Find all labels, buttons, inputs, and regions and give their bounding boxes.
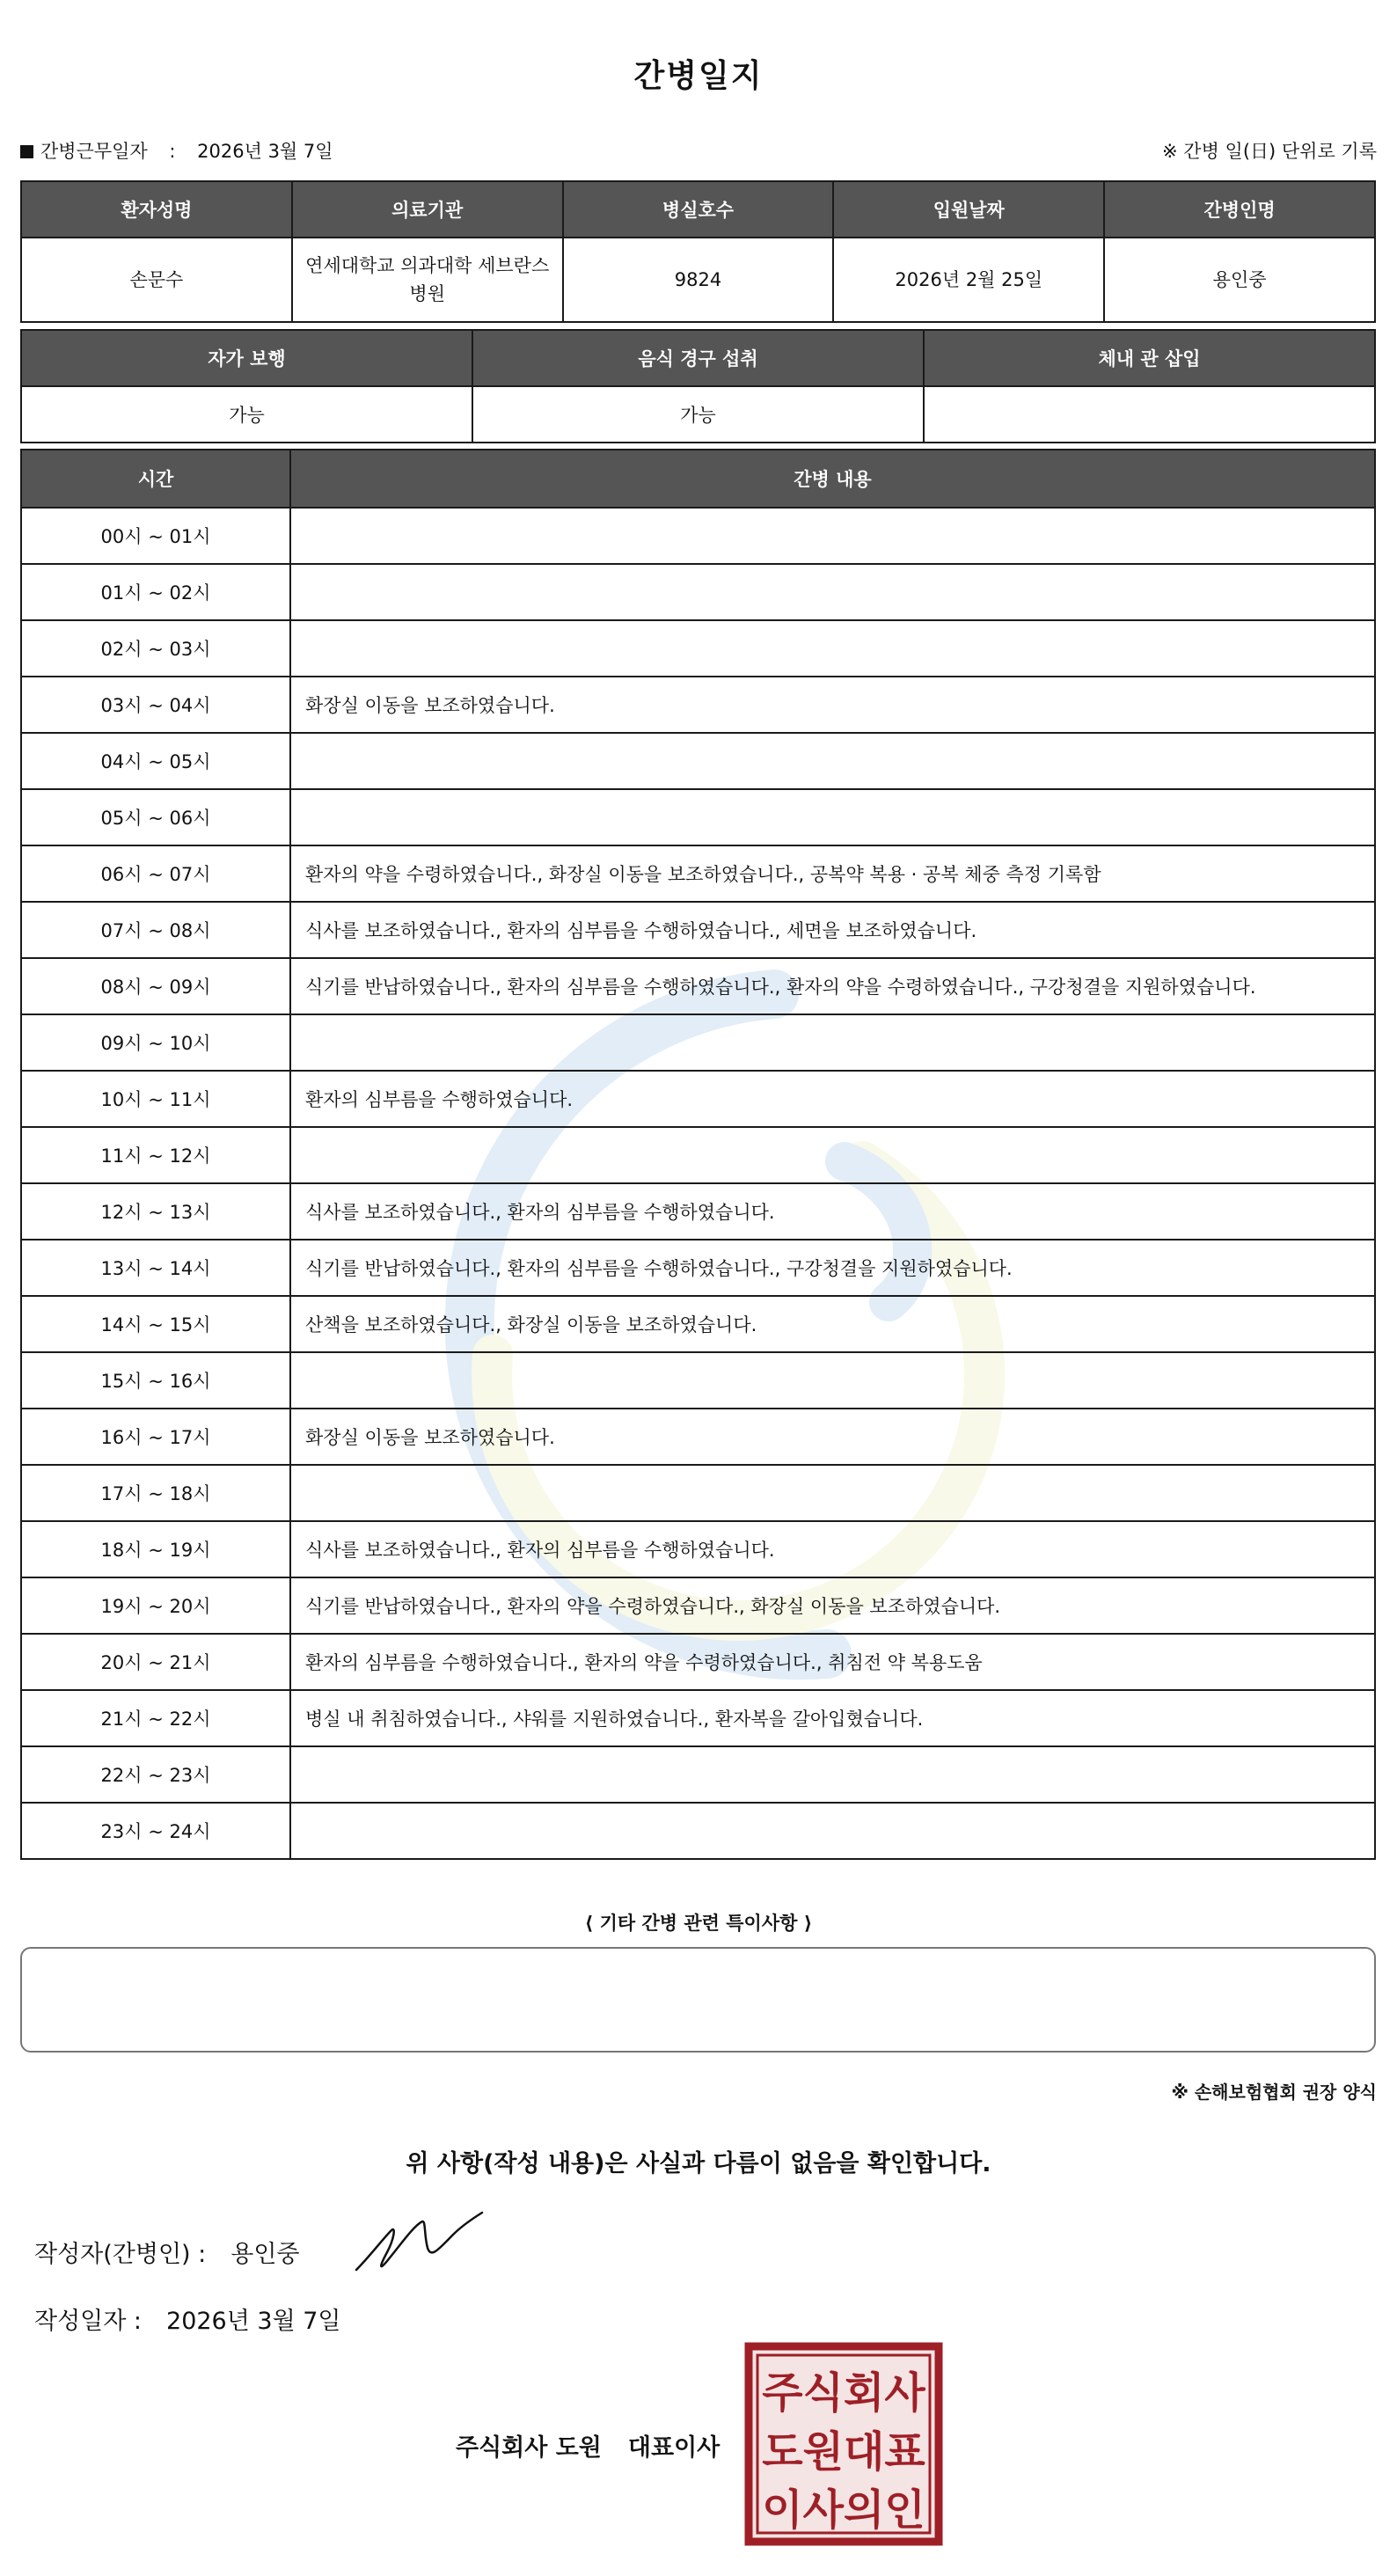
- header-time: 시간: [21, 450, 290, 508]
- log-row: [21, 564, 1375, 620]
- log-time: 18시 ~ 19시: [21, 1521, 290, 1577]
- header-room: 병실호수: [563, 181, 834, 238]
- recommended-form-note: ※ 손해보험협회 권장 양식: [1171, 2082, 1377, 2103]
- caregiver-name: 용인중: [1104, 238, 1375, 322]
- tube-status: [924, 386, 1375, 443]
- log-content: [290, 564, 1375, 620]
- log-row: [21, 1521, 1375, 1577]
- writer-line: [34, 2235, 300, 2269]
- header-tube: 체내 관 삽입: [924, 330, 1375, 386]
- log-time: 03시 ~ 04시: [21, 677, 290, 733]
- log-content: [290, 1803, 1375, 1859]
- log-content: 환자의 약을 수령하였습니다., 화장실 이동을 보조하였습니다., 공복약 복용 · 공복 체중 측정 기록함: [290, 845, 1375, 902]
- work-date-label: 간병근무일자: [40, 141, 148, 162]
- work-date-separator: :: [169, 141, 176, 162]
- header-admission-date: 입원날짜: [833, 181, 1104, 238]
- log-time: 17시 ~ 18시: [21, 1465, 290, 1521]
- work-date-value: 2026년 3월 7일: [197, 141, 333, 162]
- log-time: 10시 ~ 11시: [21, 1071, 290, 1127]
- log-content: 환자의 심부름을 수행하였습니다., 환자의 약을 수령하였습니다., 취침전 약 복용도움: [290, 1634, 1375, 1690]
- header-care-content: 간병 내용: [290, 450, 1375, 508]
- log-row: [21, 1690, 1375, 1746]
- log-row: [21, 902, 1375, 958]
- signature: [352, 2208, 484, 2279]
- log-row: [21, 1240, 1375, 1296]
- log-content: [290, 1014, 1375, 1071]
- header-walking: 자가 보행: [21, 330, 472, 386]
- log-row: [21, 508, 1375, 564]
- log-content: [290, 1465, 1375, 1521]
- header-patient-name: 환자성명: [21, 181, 292, 238]
- log-time: 00시 ~ 01시: [21, 508, 290, 564]
- walking-status: 가능: [21, 386, 472, 443]
- log-row: [21, 1634, 1375, 1690]
- log-time: 12시 ~ 13시: [21, 1183, 290, 1240]
- log-content: [290, 508, 1375, 564]
- log-row: [21, 1577, 1375, 1634]
- log-row: [21, 789, 1375, 845]
- write-date-value: 2026년 3월 7일: [166, 2308, 341, 2335]
- seal-line-2: 도원대표: [762, 2427, 925, 2477]
- log-time: 08시 ~ 09시: [21, 958, 290, 1014]
- log-row: [21, 958, 1375, 1014]
- log-time: 20시 ~ 21시: [21, 1634, 290, 1690]
- writer-name: 용인중: [230, 2241, 300, 2268]
- log-content: 식사를 보조하였습니다., 환자의 심부름을 수행하였습니다.: [290, 1183, 1375, 1240]
- log-row: [21, 1465, 1375, 1521]
- company-line: [456, 2428, 720, 2463]
- log-row: [21, 1127, 1375, 1183]
- company-seal-stamp: [744, 2342, 943, 2546]
- log-content: 산책을 보조하였습니다., 화장실 이동을 보조하였습니다.: [290, 1296, 1375, 1352]
- notes-box: [20, 1947, 1376, 2053]
- care-log-table: [20, 449, 1376, 1860]
- log-time: 09시 ~ 10시: [21, 1014, 290, 1071]
- log-time: 14시 ~ 15시: [21, 1296, 290, 1352]
- document-title: 간병일지: [633, 58, 764, 94]
- confirmation-statement: 위 사항(작성 내용)은 사실과 다름이 없음을 확인합니다.: [406, 2150, 991, 2177]
- log-time: 13시 ~ 14시: [21, 1240, 290, 1296]
- record-unit-note: ※ 간병 일(日) 단위로 기록: [1162, 141, 1377, 162]
- hospital-name: 연세대학교 의과대학 세브란스병원: [292, 238, 563, 322]
- log-content: 환자의 심부름을 수행하였습니다.: [290, 1071, 1375, 1127]
- log-content: [290, 1352, 1375, 1409]
- room-number: 9824: [563, 238, 834, 322]
- log-content: 병실 내 취침하였습니다., 샤워를 지원하였습니다., 환자복을 갈아입혔습니다.: [290, 1690, 1375, 1746]
- log-row: [21, 1409, 1375, 1465]
- admission-date: 2026년 2월 25일: [833, 238, 1104, 322]
- log-time: 23시 ~ 24시: [21, 1803, 290, 1859]
- log-content: 화장실 이동을 보조하였습니다.: [290, 1409, 1375, 1465]
- log-row: [21, 620, 1375, 677]
- log-time: 04시 ~ 05시: [21, 733, 290, 789]
- work-date: [20, 137, 333, 164]
- log-content: 화장실 이동을 보조하였습니다.: [290, 677, 1375, 733]
- header-hospital: 의료기관: [292, 181, 563, 238]
- log-time: 11시 ~ 12시: [21, 1127, 290, 1183]
- log-content: [290, 1127, 1375, 1183]
- header-oral-intake: 음식 경구 섭취: [472, 330, 924, 386]
- log-content: 식기를 반납하였습니다., 환자의 심부름을 수행하였습니다., 환자의 약을 수령하였습니다., 구강청결을 지원하였습니다.: [290, 958, 1375, 1014]
- seal-line-3: 이사의인: [762, 2485, 925, 2535]
- log-time: 05시 ~ 06시: [21, 789, 290, 845]
- log-row: [21, 1071, 1375, 1127]
- log-content: 식기를 반납하였습니다., 환자의 심부름을 수행하였습니다., 구강청결을 지원하였습니다.: [290, 1240, 1375, 1296]
- log-time: 19시 ~ 20시: [21, 1577, 290, 1634]
- log-row: [21, 1014, 1375, 1071]
- log-time: 22시 ~ 23시: [21, 1746, 290, 1803]
- ceo-title: 대표이사: [627, 2434, 720, 2462]
- log-time: 01시 ~ 02시: [21, 564, 290, 620]
- patient-status-table: [20, 329, 1376, 443]
- log-row: [21, 845, 1375, 902]
- log-row: [21, 1746, 1375, 1803]
- log-time: 02시 ~ 03시: [21, 620, 290, 677]
- log-row: [21, 1803, 1375, 1859]
- log-time: 15시 ~ 16시: [21, 1352, 290, 1409]
- log-row: [21, 1352, 1375, 1409]
- log-row: [21, 1296, 1375, 1352]
- log-time: 07시 ~ 08시: [21, 902, 290, 958]
- log-content: [290, 1746, 1375, 1803]
- log-content: [290, 733, 1375, 789]
- patient-name: 손문수: [21, 238, 292, 322]
- log-row: [21, 1183, 1375, 1240]
- header-caregiver: 간병인명: [1104, 181, 1375, 238]
- patient-info-table: [20, 180, 1376, 323]
- notes-title: ⟨ 기타 간병 관련 특이사항 ⟩: [584, 1913, 813, 1934]
- log-time: 06시 ~ 07시: [21, 845, 290, 902]
- oral-intake-status: 가능: [472, 386, 924, 443]
- log-content: 식사를 보조하였습니다., 환자의 심부름을 수행하였습니다., 세면을 보조하였습니다.: [290, 902, 1375, 958]
- write-date-line: [34, 2302, 341, 2336]
- square-bullet-icon: [20, 145, 33, 158]
- log-row: [21, 733, 1375, 789]
- log-content: [290, 789, 1375, 845]
- writer-label: 작성자(간병인) :: [34, 2241, 207, 2268]
- company-name: 주식회사 도원: [456, 2434, 602, 2462]
- seal-line-1: 주식회사: [762, 2368, 925, 2418]
- log-row: [21, 677, 1375, 733]
- log-content: [290, 620, 1375, 677]
- log-content: 식기를 반납하였습니다., 환자의 약을 수령하였습니다., 화장실 이동을 보조하였습니다.: [290, 1577, 1375, 1634]
- log-content: 식사를 보조하였습니다., 환자의 심부름을 수행하였습니다.: [290, 1521, 1375, 1577]
- write-date-label: 작성일자 :: [34, 2308, 143, 2335]
- log-time: 16시 ~ 17시: [21, 1409, 290, 1465]
- log-time: 21시 ~ 22시: [21, 1690, 290, 1746]
